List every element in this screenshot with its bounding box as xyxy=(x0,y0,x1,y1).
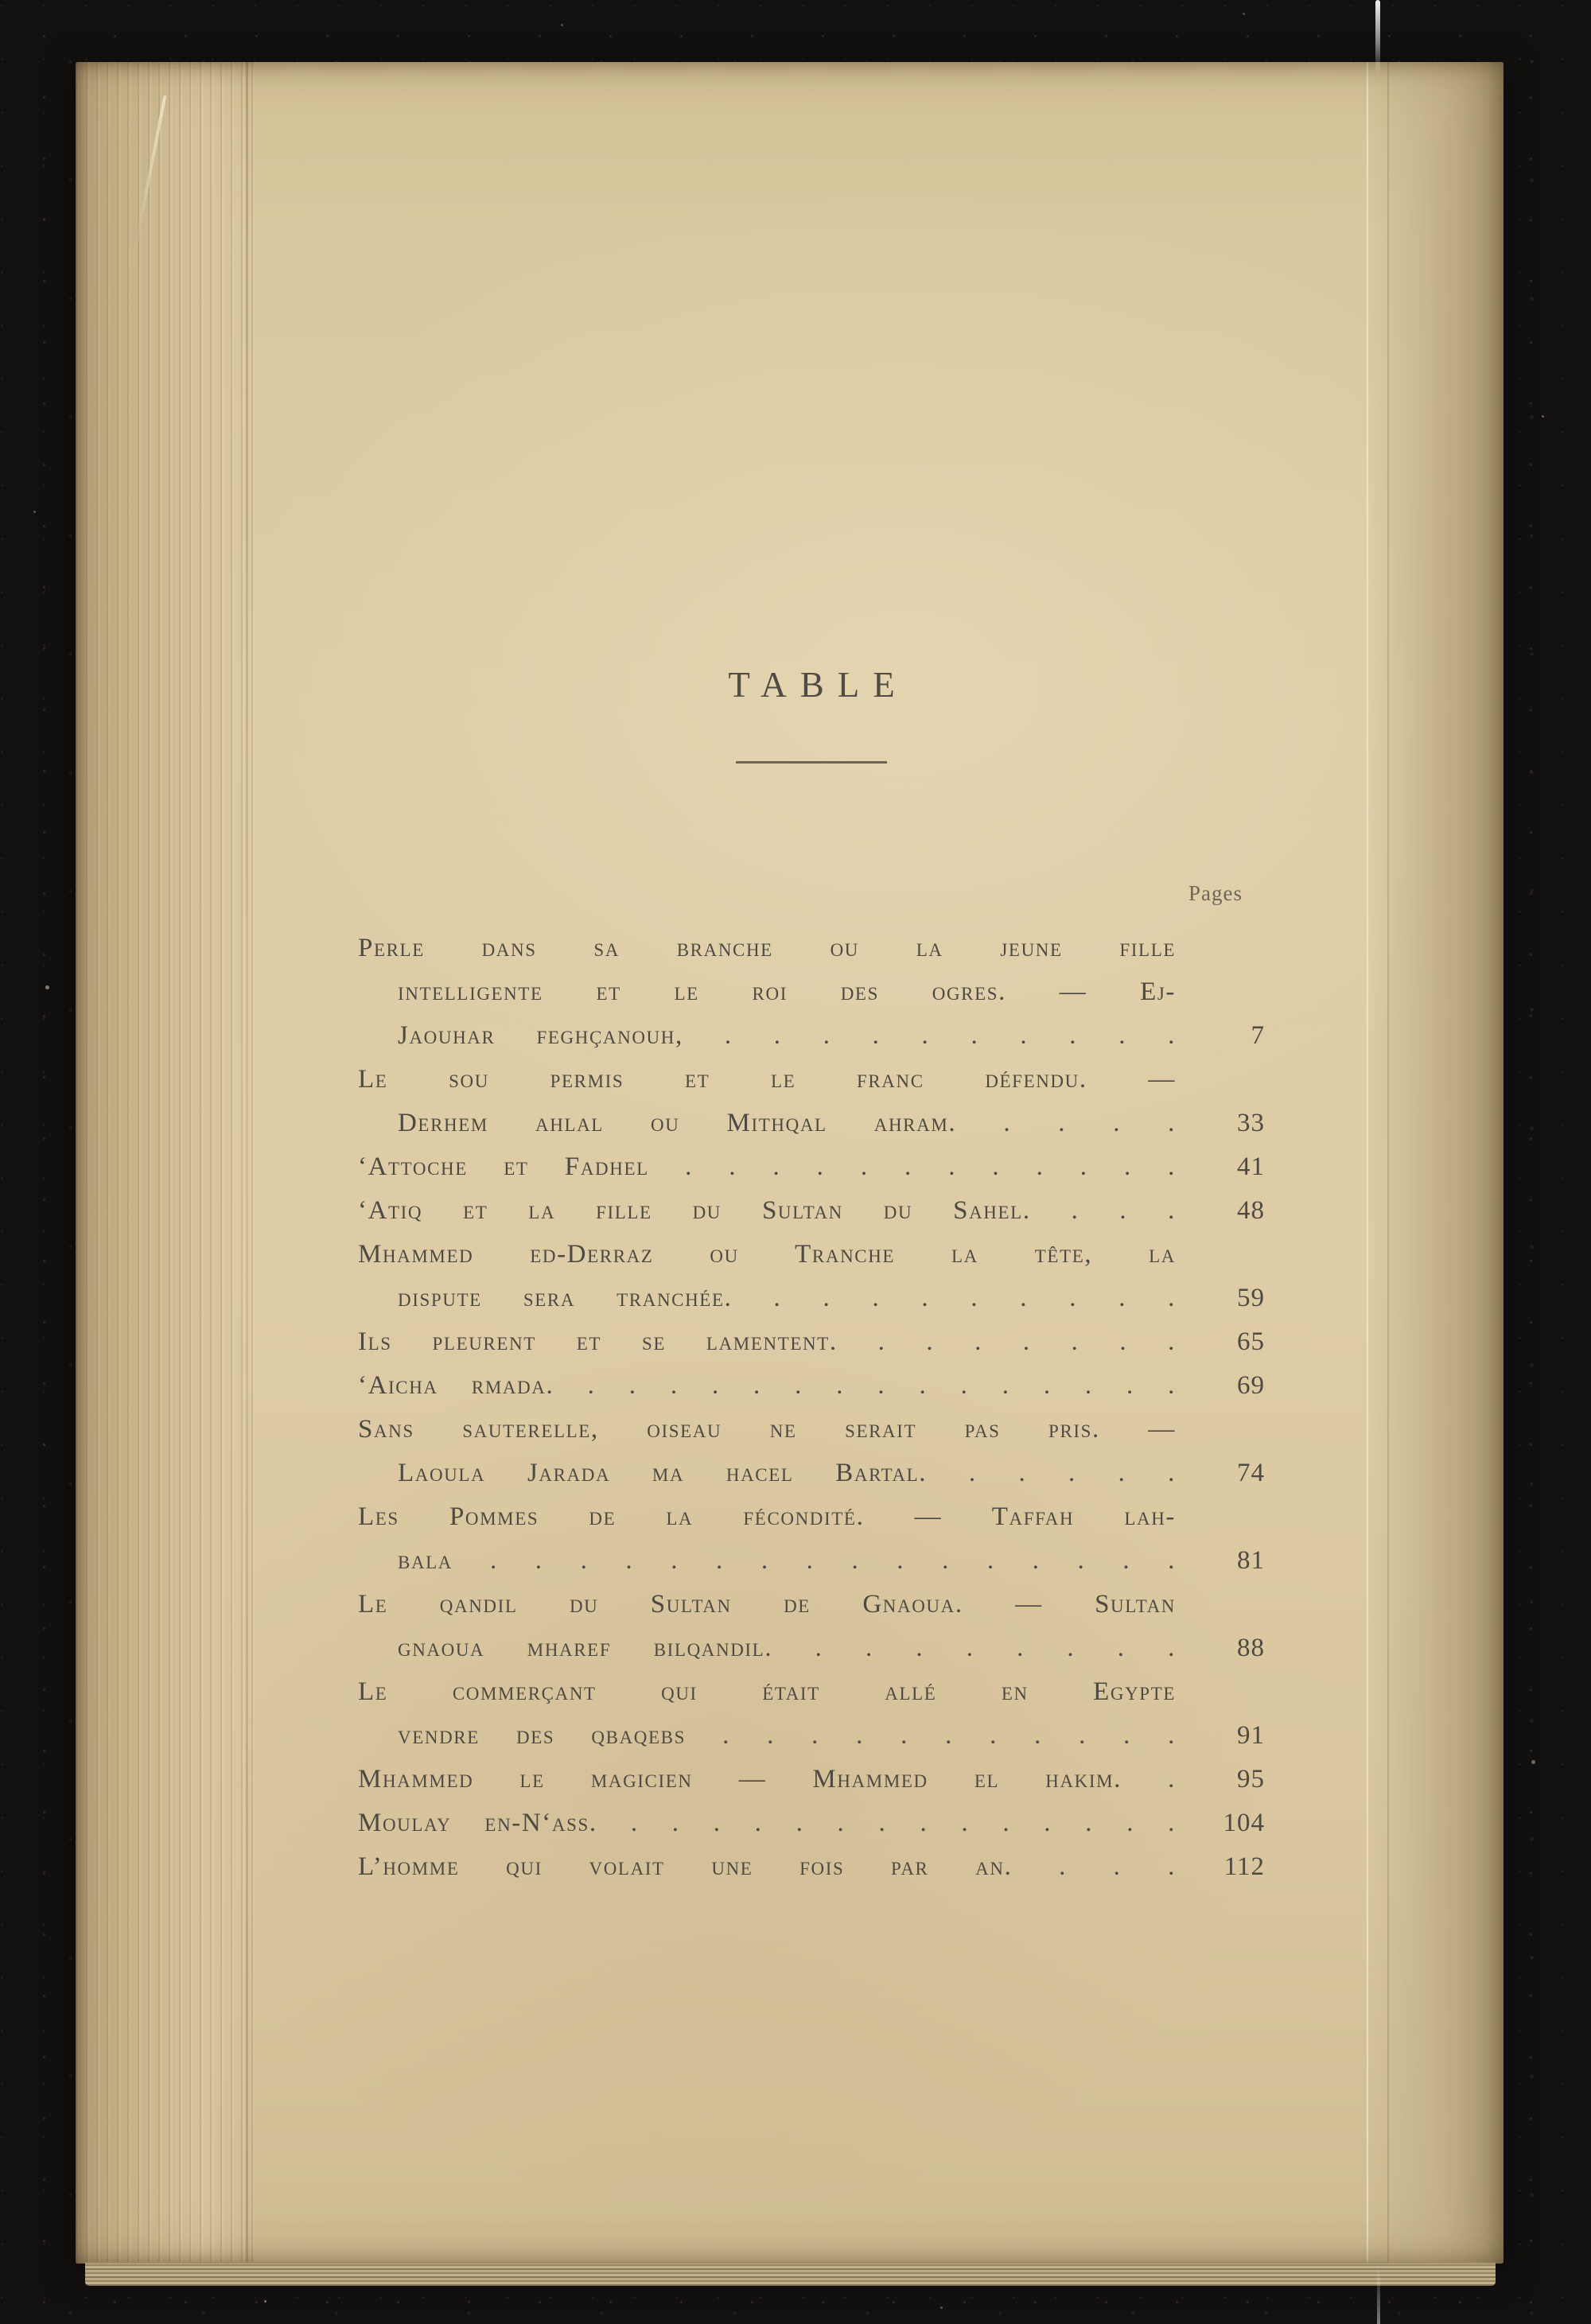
toc-line-text: Le sou permis et le franc défendu. — xyxy=(358,1065,1176,1094)
toc-line xyxy=(358,970,1265,1014)
toc-page-number xyxy=(1176,1495,1265,1539)
left-gutter-page-edges xyxy=(76,62,255,2264)
toc-page-number: 59 xyxy=(1237,1284,1265,1312)
toc-line-text: Laoula Jarada ma hacel Bartal. . . . . . xyxy=(398,1459,1176,1487)
toc-line xyxy=(358,1539,1265,1583)
toc-line-text: bala . . . . . . . . . . . . . . . . xyxy=(398,1546,1176,1575)
bottom-page-edges xyxy=(85,2262,1496,2286)
toc-entry xyxy=(358,1583,1265,1670)
toc-line-text: Moulay en-N‘ass. . . . . . . . . . . . . . . xyxy=(358,1809,1176,1837)
toc-line xyxy=(358,1801,1265,1845)
toc-line-text: ‘Atiq et la fille du Sultan du Sahel. . . . xyxy=(358,1196,1176,1225)
toc-line-text: Sans sauterelle, oiseau ne serait pas pris. — xyxy=(358,1415,1176,1444)
toc-entry xyxy=(358,1801,1265,1845)
toc-line xyxy=(358,1452,1265,1495)
right-page-edge xyxy=(1367,62,1503,2264)
toc-entry xyxy=(358,1408,1265,1495)
scan-artifact-line-bottom xyxy=(1377,2264,1380,2324)
toc-page-number: 112 xyxy=(1223,1852,1265,1881)
toc-line-text: ‘Aicha rmada. . . . . . . . . . . . . . . . xyxy=(358,1371,1176,1400)
toc-line xyxy=(358,1758,1265,1801)
toc-page-number: 81 xyxy=(1237,1546,1265,1575)
toc-page-number: 41 xyxy=(1237,1152,1265,1181)
toc-line xyxy=(358,1189,1265,1233)
toc-page-number xyxy=(1176,1233,1265,1277)
toc-page-number xyxy=(1176,1583,1265,1626)
toc-line-text: ‘Attoche et Fadhel . . . . . . . . . . . . xyxy=(358,1152,1176,1181)
toc-entry xyxy=(358,1364,1265,1408)
toc-line xyxy=(358,1714,1265,1758)
toc-line xyxy=(358,1102,1265,1145)
toc-line xyxy=(358,1670,1265,1714)
toc-line xyxy=(358,1014,1265,1058)
toc-line-text: Derhem ahlal ou Mithqal ahram. . . . . xyxy=(398,1109,1176,1137)
toc-page-number: 95 xyxy=(1237,1765,1265,1794)
toc-entry xyxy=(358,1495,1265,1583)
toc-line xyxy=(358,1408,1265,1452)
toc-page-number: 33 xyxy=(1237,1109,1265,1137)
toc-entry xyxy=(358,1233,1265,1320)
toc-line-text: Jaouhar feghçanouh, . . . . . . . . . . xyxy=(398,1021,1176,1050)
toc-line-text: Le commerçant qui était allé en Egypte xyxy=(358,1677,1176,1706)
toc-page-number xyxy=(1176,927,1265,970)
toc-line-text: Le qandil du Sultan de Gnaoua. — Sultan xyxy=(358,1590,1176,1619)
toc-line xyxy=(358,1277,1265,1320)
toc-line xyxy=(358,1845,1265,1889)
toc-page-number: 48 xyxy=(1237,1196,1265,1225)
toc-entry xyxy=(358,1758,1265,1801)
toc-page-number: 65 xyxy=(1237,1327,1265,1356)
toc-page-number: 69 xyxy=(1237,1371,1265,1400)
toc-entry xyxy=(358,927,1265,1058)
toc-entry xyxy=(358,1320,1265,1364)
toc-line-text: gnaoua mharef bilqandil. . . . . . . . . xyxy=(398,1634,1176,1662)
page-title: TABLE xyxy=(728,665,908,705)
toc-line xyxy=(358,927,1265,970)
toc-entry xyxy=(358,1189,1265,1233)
toc-line-text: Mhammed ed-Derraz ou Tranche la tête, la xyxy=(358,1240,1176,1269)
toc-line xyxy=(358,1495,1265,1539)
toc-page-number xyxy=(1176,1670,1265,1714)
toc-page-number: 91 xyxy=(1237,1721,1265,1750)
toc-entry xyxy=(358,1058,1265,1145)
pages-column-label: Pages xyxy=(1188,881,1243,905)
toc-line-text: Les Pommes de la fécondité. — Taffah lah- xyxy=(358,1502,1176,1531)
scan-artifact-line-top xyxy=(1375,0,1380,75)
toc-entry xyxy=(358,1845,1265,1889)
toc-line-text: Perle dans sa branche ou la jeune fille xyxy=(358,934,1176,962)
toc-line-text: L’homme qui volait une fois par an. . . . xyxy=(358,1852,1176,1881)
toc-line xyxy=(358,1583,1265,1626)
toc-page-number: 74 xyxy=(1237,1459,1265,1487)
toc-line-text: Ils pleurent et se lamentent. . . . . . . . xyxy=(358,1327,1176,1356)
toc-page-number: 7 xyxy=(1251,1021,1265,1050)
toc-page-number xyxy=(1176,970,1265,1014)
toc-line xyxy=(358,1145,1265,1189)
toc-page-number: 88 xyxy=(1237,1634,1265,1662)
toc-page-number xyxy=(1176,1058,1265,1102)
toc-page-number xyxy=(1176,1408,1265,1452)
toc-line xyxy=(358,1058,1265,1102)
toc-line xyxy=(358,1233,1265,1277)
table-of-contents xyxy=(358,927,1265,1889)
dust-specks xyxy=(0,0,2,2)
toc-entry xyxy=(358,1670,1265,1758)
toc-entry xyxy=(358,1145,1265,1189)
toc-line-text: dispute sera tranchée. . . . . . . . . . xyxy=(398,1284,1176,1312)
title-rule xyxy=(736,761,887,764)
toc-line-text: intelligente et le roi des ogres. — Ej- xyxy=(398,977,1176,1006)
book-page xyxy=(76,62,1503,2264)
page-content xyxy=(358,62,1265,1889)
toc-line xyxy=(358,1364,1265,1408)
toc-line xyxy=(358,1626,1265,1670)
toc-line-text: vendre des qbaqebs . . . . . . . . . . . xyxy=(398,1721,1176,1750)
toc-line xyxy=(358,1320,1265,1364)
toc-line-text: Mhammed le magicien — Mhammed el hakim. . xyxy=(358,1765,1176,1794)
toc-page-number: 104 xyxy=(1223,1809,1265,1837)
